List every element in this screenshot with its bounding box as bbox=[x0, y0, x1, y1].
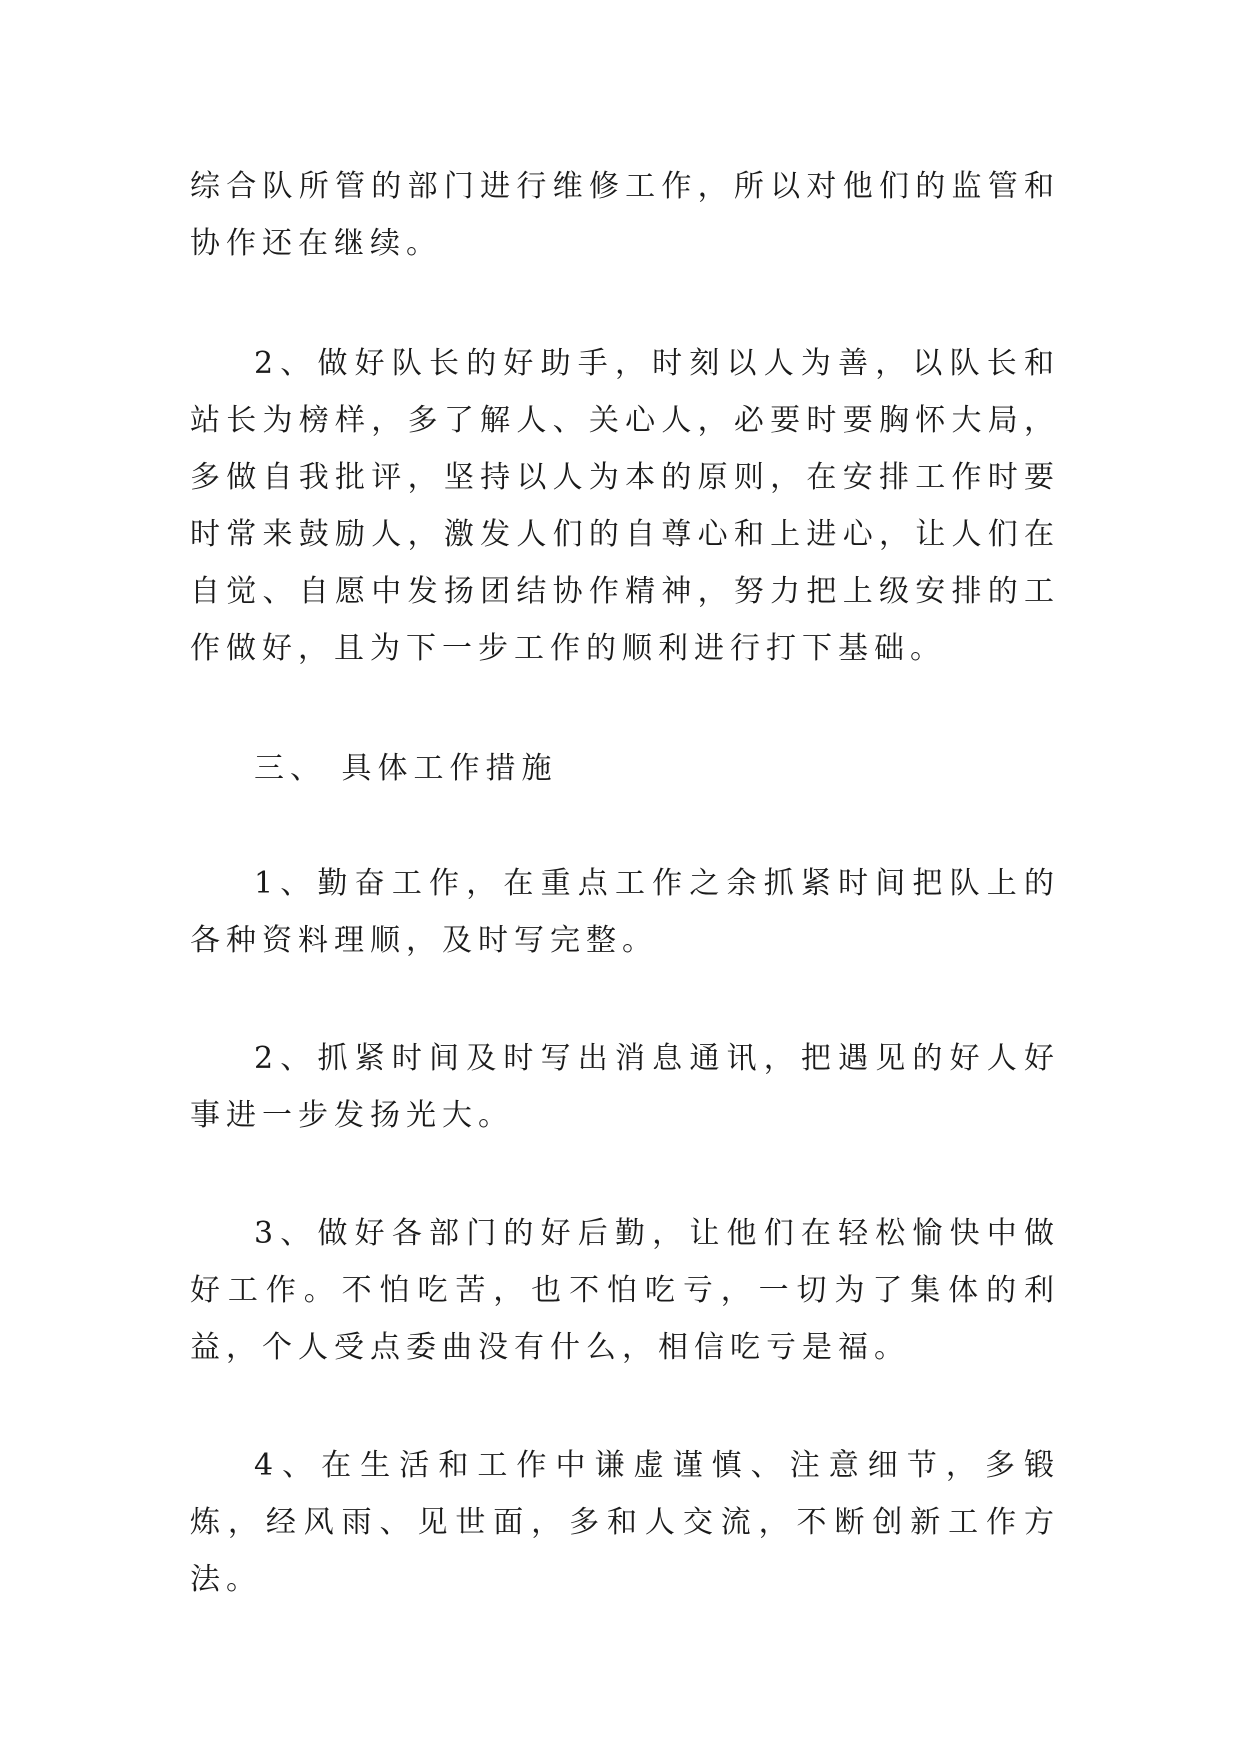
paragraph-measure-2: 2、抓紧时间及时写出消息通讯，把遇见的好人好事进一步发扬光大。 bbox=[190, 1041, 1060, 1133]
paragraph-measure-4: 4、在生活和工作中谦虚谨慎、注意细节，多锻炼，经风雨、见世面，多和人交流，不断创新工作方法。 bbox=[190, 1448, 1060, 1597]
paragraph-item-2-helper: 2、做好队长的好助手，时刻以人为善，以队长和站长为榜样，多了解人、关心人，必要时要胸怀大局，多做自我批评，坚持以人为本的原则，在安排工作时要时常来鼓励人，激发人们的自尊心和上进心，让人们在自觉、自愿中发扬团结协作精神，努力把上级安排的工作做好，且为下一步工作的顺利进行打下基础。 bbox=[190, 346, 1060, 666]
paragraph-continuation: 综合队所管的部门进行维修工作，所以对他们的监管和协作还在继续。 bbox=[190, 169, 1060, 261]
paragraph-measure-3: 3、做好各部门的好后勤，让他们在轻松愉快中做好工作。不怕吃苦，也不怕吃亏，一切为了集体的利益，个人受点委曲没有什么，相信吃亏是福。 bbox=[190, 1216, 1060, 1365]
paragraph-measure-1: 1、勤奋工作，在重点工作之余抓紧时间把队上的各种资料理顺，及时写完整。 bbox=[190, 866, 1060, 958]
section-heading: 三、 具体工作措施 bbox=[254, 751, 558, 786]
